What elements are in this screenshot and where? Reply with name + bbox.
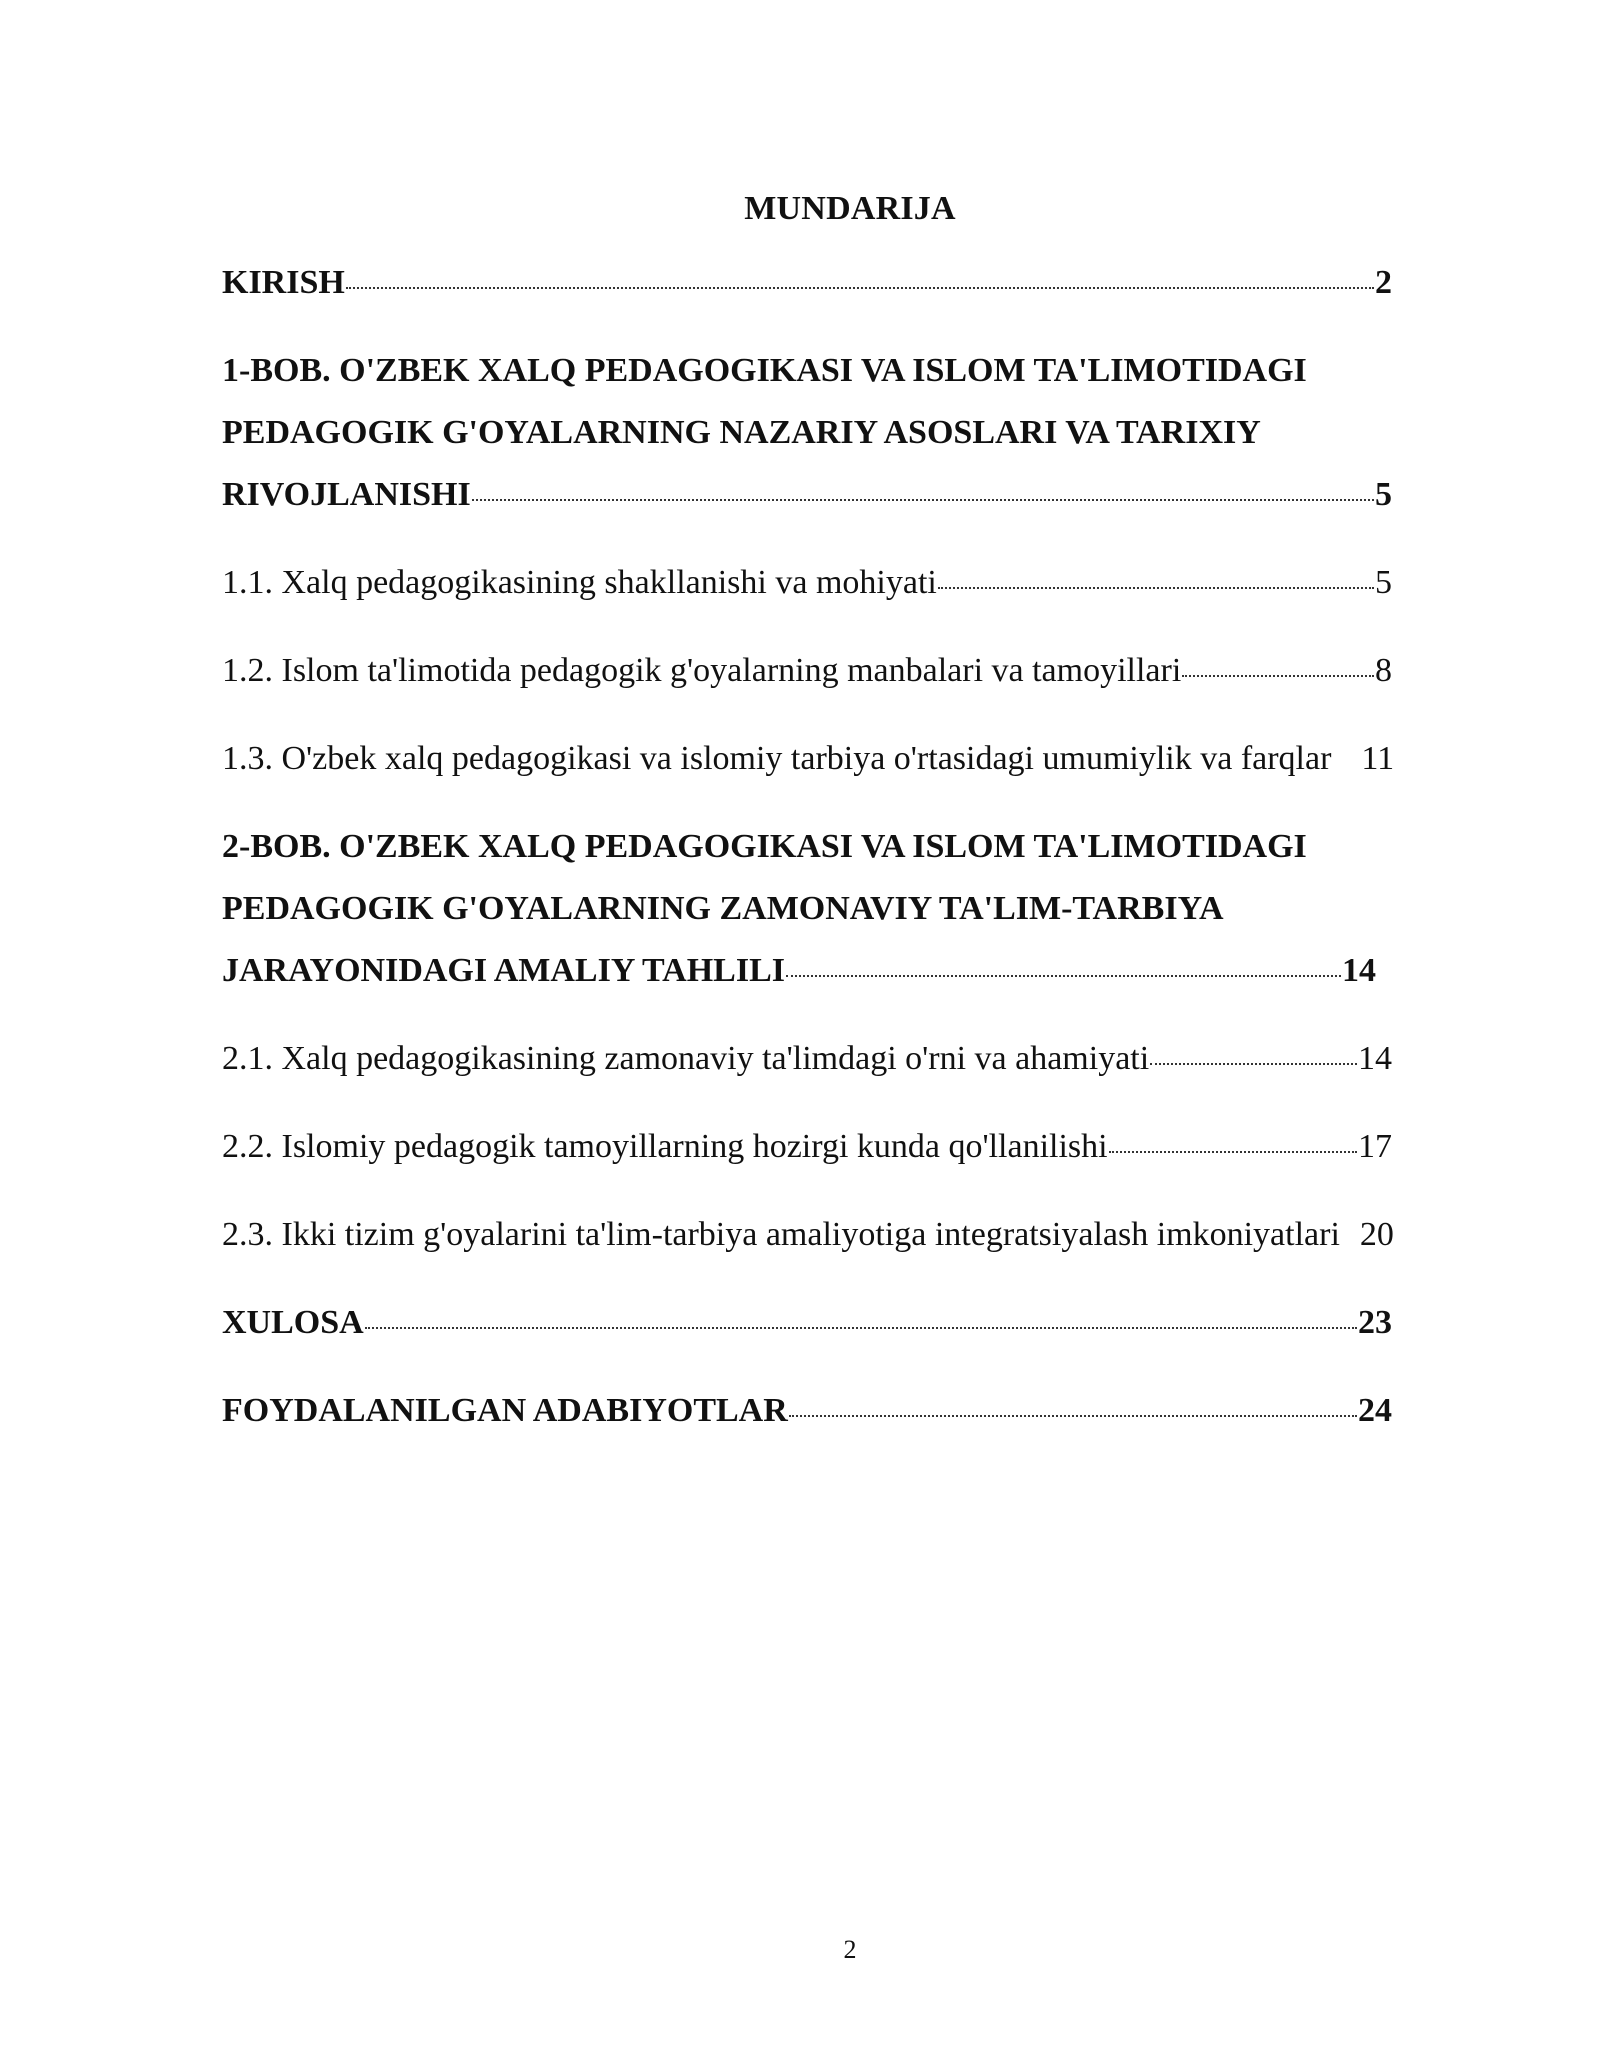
toc-entry-page: 11 <box>1361 740 1395 777</box>
toc-entry-line: PEDAGOGIK G'OYALARNING ZAMONAVIY TA'LIM-TARBIYA <box>222 890 1224 927</box>
toc-leader-dots <box>1150 1063 1357 1065</box>
toc-leader-dots <box>789 1415 1357 1417</box>
toc-entry-line: PEDAGOGIK G'OYALARNING NAZARIY ASOSLARI VA TARIXIY <box>222 414 1261 451</box>
toc-entry-chapter-2[interactable] <box>222 816 1376 1002</box>
toc-entry-label: KIRISH <box>222 264 345 301</box>
toc-entry-kirish[interactable] <box>222 252 1392 314</box>
toc-entry-label: RIVOJLANISHI <box>222 476 471 513</box>
toc-entry-page: 24 <box>1358 1392 1392 1429</box>
toc-entry-page: 8 <box>1375 652 1392 689</box>
toc-entry-1-1[interactable] <box>222 552 1392 614</box>
toc-entry-2-3[interactable] <box>222 1204 1482 1266</box>
toc-entry-page: 20 <box>1359 1216 1394 1253</box>
toc-entry-label: 2.2. Islomiy pedagogik tamoyillarning hozirgi kunda qo'llanilishi <box>222 1128 1108 1165</box>
toc-entry-label: XULOSA <box>222 1304 364 1341</box>
toc-entry-label: JARAYONIDAGI AMALIY TAHLILI <box>222 952 785 989</box>
toc-entry-1-3[interactable] <box>222 728 1482 790</box>
toc-entry-page: 14 <box>1342 952 1376 989</box>
toc-entry-adabiyotlar[interactable] <box>222 1380 1392 1442</box>
toc-leader-dots <box>1182 675 1374 677</box>
toc-entry-label: FOYDALANILGAN ADABIYOTLAR <box>222 1392 788 1429</box>
toc-entry-label: 2.1. Xalq pedagogikasining zamonaviy ta'limdagi o'rni va ahamiyati <box>222 1040 1150 1077</box>
toc-entry-page: 2 <box>1375 264 1392 301</box>
toc-entry-line: 2-BOB. O'ZBEK XALQ PEDAGOGIKASI VA ISLOM TA'LIMOTIDAGI <box>222 828 1307 865</box>
toc-entry-chapter-1[interactable] <box>222 340 1392 526</box>
toc-entry-1-2[interactable] <box>222 640 1392 702</box>
toc-leader-dots <box>365 1327 1357 1329</box>
toc-entry-page: 23 <box>1358 1304 1392 1341</box>
toc-leader-dots <box>938 587 1374 589</box>
toc-entry-2-2[interactable] <box>222 1116 1392 1178</box>
toc-leader-dots <box>346 287 1374 289</box>
toc-entry-label: 1.3. O'zbek xalq pedagogikasi va islomiy tarbiya o'rtasidagi umumiylik va farqlar <box>222 740 1332 777</box>
toc-entry-label: 1.2. Islom ta'limotida pedagogik g'oyalarning manbalari va tamoyillari <box>222 652 1182 689</box>
toc-leader-dots <box>1109 1151 1357 1153</box>
toc-entry-label: 2.3. Ikki tizim g'oyalarini ta'lim-tarbiya amaliyotiga integratsiyalash imkoniyatlari <box>222 1216 1340 1253</box>
toc-leader-dots <box>472 499 1374 501</box>
toc-entry-xulosa[interactable] <box>222 1292 1392 1354</box>
toc-entry-page: 5 <box>1375 476 1392 513</box>
toc-entry-page: 14 <box>1358 1040 1392 1077</box>
toc-title: MUNDARIJA <box>744 190 956 227</box>
toc-entry-page: 5 <box>1375 564 1392 601</box>
toc-entry-line: 1-BOB. O'ZBEK XALQ PEDAGOGIKASI VA ISLOM TA'LIMOTIDAGI <box>222 352 1307 389</box>
page-number: 2 <box>843 1935 857 1964</box>
toc-entry-label: 1.1. Xalq pedagogikasining shakllanishi va mohiyati <box>222 564 937 601</box>
toc-leader-dots <box>786 975 1341 977</box>
toc-entry-page: 17 <box>1358 1128 1392 1165</box>
toc-entry-2-1[interactable] <box>222 1028 1392 1090</box>
